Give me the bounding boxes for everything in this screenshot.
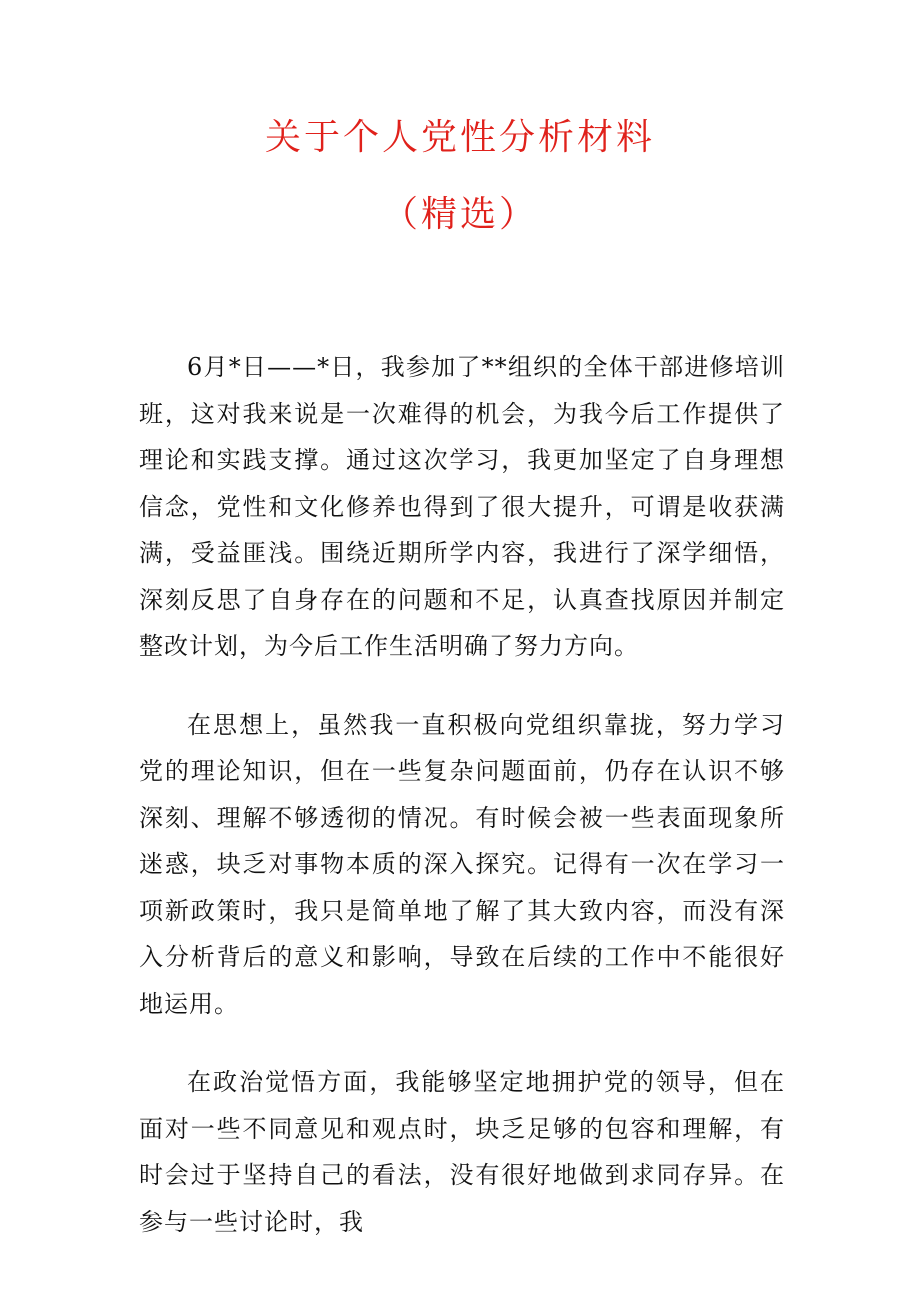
- document-title: 关于个人党性分析材料: [264, 117, 655, 158]
- document-body: [139, 344, 785, 1277]
- paragraph-3: 在政治觉悟方面，我能够坚定地拥护党的领导，但在面对一些不同意见和观点时，块乏足够的包容和理解，有时会过于坚持自己的看法，没有很好地做到求同存异。在参与一些讨论时，我: [139, 1068, 785, 1236]
- paragraph-1: 6月*日——*日，我参加了**组织的全体干部进修培训班，这对我来说是一次难得的机会，为我今后工作提供了理论和实践支撑。通过这次学习，我更加坚定了自身理想信念，党性和文化修养也得到了很大提升，可谓是收获满满，受益匪浅。围绕近期所学内容，我进行了深学细悟，深刻反思了自身存在的问题和不足，认真查找原因并制定整改计划，为今后工作生活明确了努力方向。: [139, 353, 785, 660]
- document-subtitle: （精选）: [381, 194, 538, 235]
- paragraph-2: 在思想上，虽然我一直积极向党组织靠拢，努力学习党的理论知识，但在一些复杂问题面前，仍存在认识不够深刻、理解不够透彻的情况。有时候会被一些表面现象所迷惑，块乏对事物本质的深入探究。记得有一次在学习一项新政策时，我只是简单地了解了其大致内容，而没有深入分析背后的意义和影响，导致在后续的工作中不能很好地运用。: [139, 710, 785, 1018]
